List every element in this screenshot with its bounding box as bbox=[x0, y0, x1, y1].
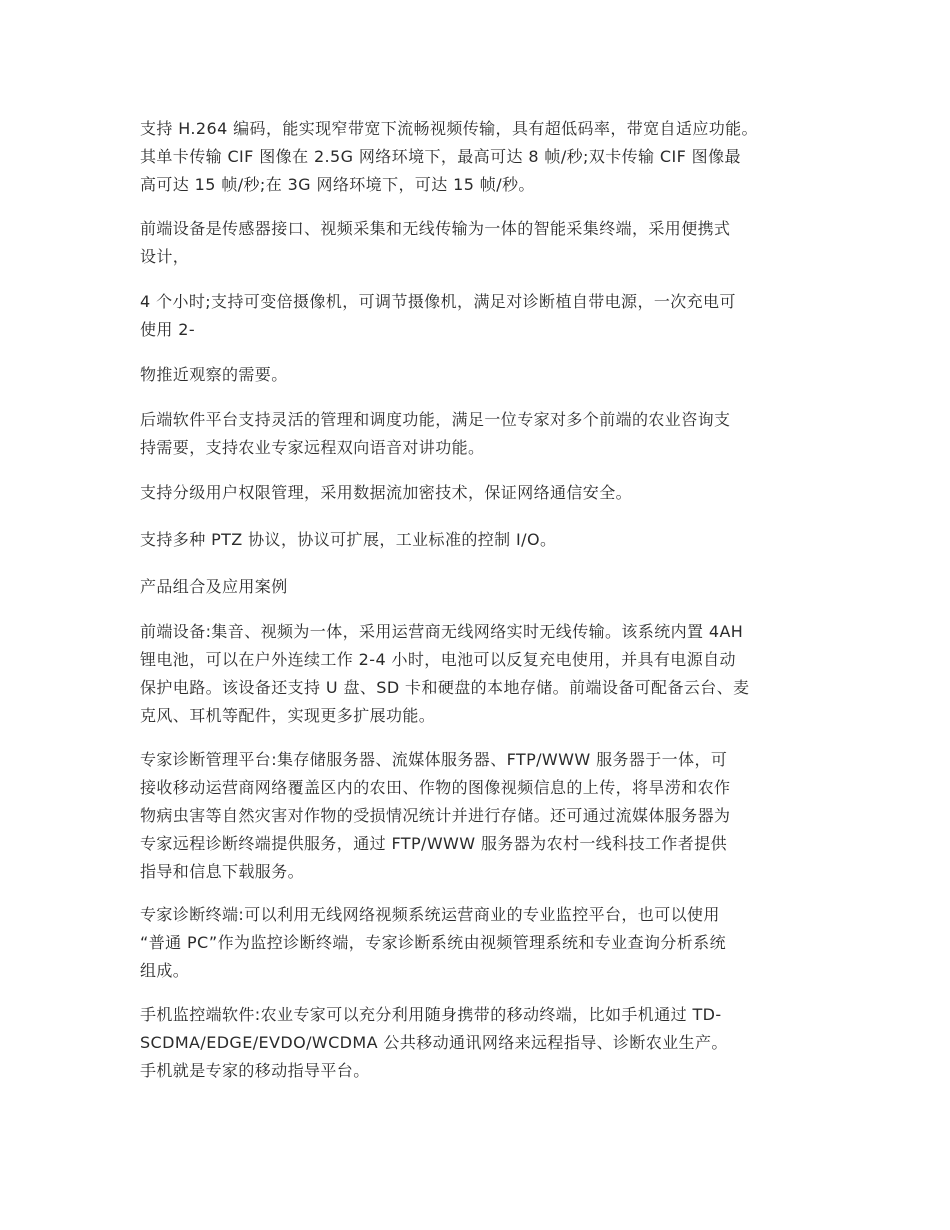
paragraph-frontend-device: 前端设备是传感器接口、视频采集和无线传输为一体的智能采集终端，采用便携式 设计， bbox=[140, 219, 731, 266]
paragraph-frontend-equipment: 前端设备:集音、视频为一体，采用运营商无线网络实时无线传输。该系统内置 4AH 锂电池，可以在户外连续工作 2-4 小时，电池可以反复充电使用，并具有电源自动 保护电路。该设备还支持 U 盘、SD 卡和硬盘的本地存储。前端设备可配备云台、麦 克风、耳机等配件，实现更多扩展功能。 bbox=[140, 622, 750, 725]
paragraph-close-observation: 物推近观察的需要。 bbox=[140, 365, 288, 384]
paragraph-battery-camera: 4 个小时;支持可变倍摄像机，可调节摄像机，满足对诊断植自带电源，一次充电可 使用 2- bbox=[140, 292, 736, 339]
paragraph-h264-encoding: 支持 H.264 编码，能实现窄带宽下流畅视频传输，具有超低码率，带宽自适应功能。 其单卡传输 CIF 图像在 2.5G 网络环境下，最高可达 8 帧/秒;双卡传输 CIF 图像最 高可达 15 帧/秒;在 3G 网络环境下，可达 15 帧/秒。 bbox=[140, 119, 758, 194]
paragraph-ptz-protocol: 支持多种 PTZ 协议，协议可扩展，工业标准的控制 I/O。 bbox=[140, 530, 557, 549]
paragraph-expert-management-platform: 专家诊断管理平台:集存储服务器、流媒体服务器、FTP/WWW 服务器于一体，可 接收移动运营商网络覆盖区内的农田、作物的图像视频信息的上传，将旱涝和农作 物病虫害等自然灾害对作物的受损情况统计并进行存储。还可通过流媒体服务器为 专家远程诊断终端提供服务，通过 FTP/WWW 服务器为农村一线科技工作者提供 指导和信息下载服务。 bbox=[140, 750, 731, 881]
section-heading-product-cases: 产品组合及应用案例 bbox=[140, 577, 288, 596]
paragraph-backend-platform: 后端软件平台支持灵活的管理和调度功能，满足一位专家对多个前端的农业咨询支 持需要，支持农业专家远程双向语音对讲功能。 bbox=[140, 410, 731, 457]
paragraph-mobile-software: 手机监控端软件:农业专家可以充分利用随身携带的移动终端，比如手机通过 TD- SCDMA/EDGE/EVDO/WCDMA 公共移动通讯网络来远程指导、诊断农业生产。 手机就是专家的移动指导平台。 bbox=[140, 1005, 728, 1080]
paragraph-expert-terminal: 专家诊断终端:可以利用无线网络视频系统运营商业的专业监控平台，也可以使用 “普通 PC”作为监控诊断终端，专家诊断系统由视频管理系统和专业查询分析系统 组成。 bbox=[140, 905, 726, 980]
paragraph-permission-security: 支持分级用户权限管理，采用数据流加密技术，保证网络通信安全。 bbox=[140, 483, 633, 502]
